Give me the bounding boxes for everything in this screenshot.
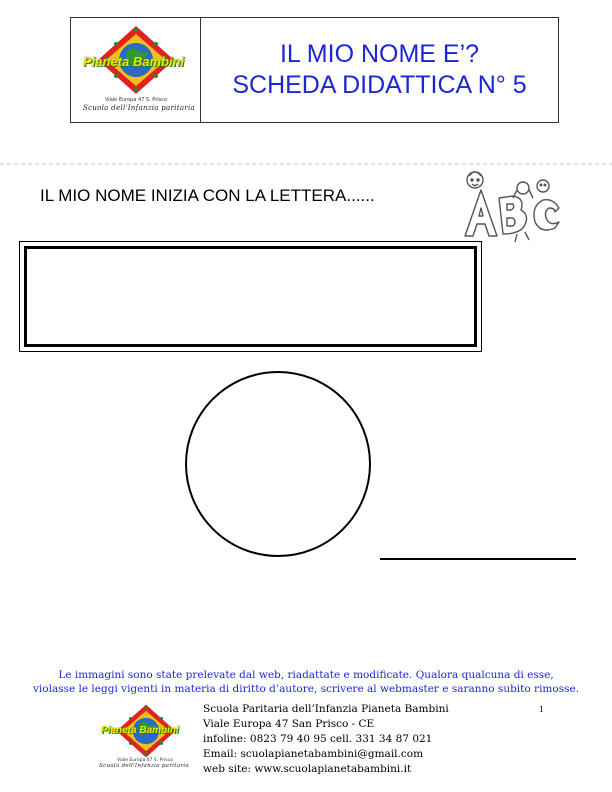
footer-address: Viale Europa 47 San Prisco - CE [203,718,375,730]
footer-school-name: Scuola Paritaria dell’Infanzia Pianeta Bambini [203,703,449,715]
header-table [70,17,559,123]
instruction-text: IL MIO NOME INIZIA CON LA LETTERA...... [40,186,375,205]
logo-address-text: Viale Europa 47 S. Prisco [105,97,168,103]
letter-circle [185,371,371,557]
footer-contact-info [203,702,449,777]
disclaimer-line-2: violasse le leggi vigenti in materia di diritto d’autore, scrivere al webmaster e saranno subito rimosse. [32,683,580,695]
copyright-disclaimer [0,668,612,696]
header-title-cell [201,18,558,122]
worksheet-number: SCHEDA DIDATTICA N° 5 [232,71,527,99]
footer-website: web site: www.scuolapianetabambini.it [203,763,412,775]
page-number: 1 [539,704,544,714]
footer-logo-school-text: Scuola dell'Infanzia paritaria [99,763,189,769]
dotted-divider [0,163,612,165]
header-logo-cell [71,18,201,122]
footer-logo-address-text: Viale Europa 47 S. Prisco [117,758,173,763]
abc-letters-with-children-icon [455,168,567,244]
logo-brand-text: Pianeta Bambini [83,54,185,69]
footer-email: Email: scuolapianetabambini@gmail.com [203,748,424,760]
name-writing-box-inner-frame [24,246,477,347]
logo-school-text: Scuola dell'Infanzia paritaria [83,104,195,112]
footer-phone: infoline: 0823 79 40 95 cell. 331 34 87 021 [203,733,433,745]
school-logo [81,24,195,116]
name-writing-box [19,241,482,352]
footer-school-logo [95,703,205,775]
writing-line [380,558,576,560]
disclaimer-line-1: Le immagini sono state prelevate dal web, riadattate e modificate. Qualora qualcuna di esse, [58,669,554,681]
footer-logo-brand-text: Pianeta Bambini [101,725,179,736]
page-title: IL MIO NOME E’? [279,40,480,68]
